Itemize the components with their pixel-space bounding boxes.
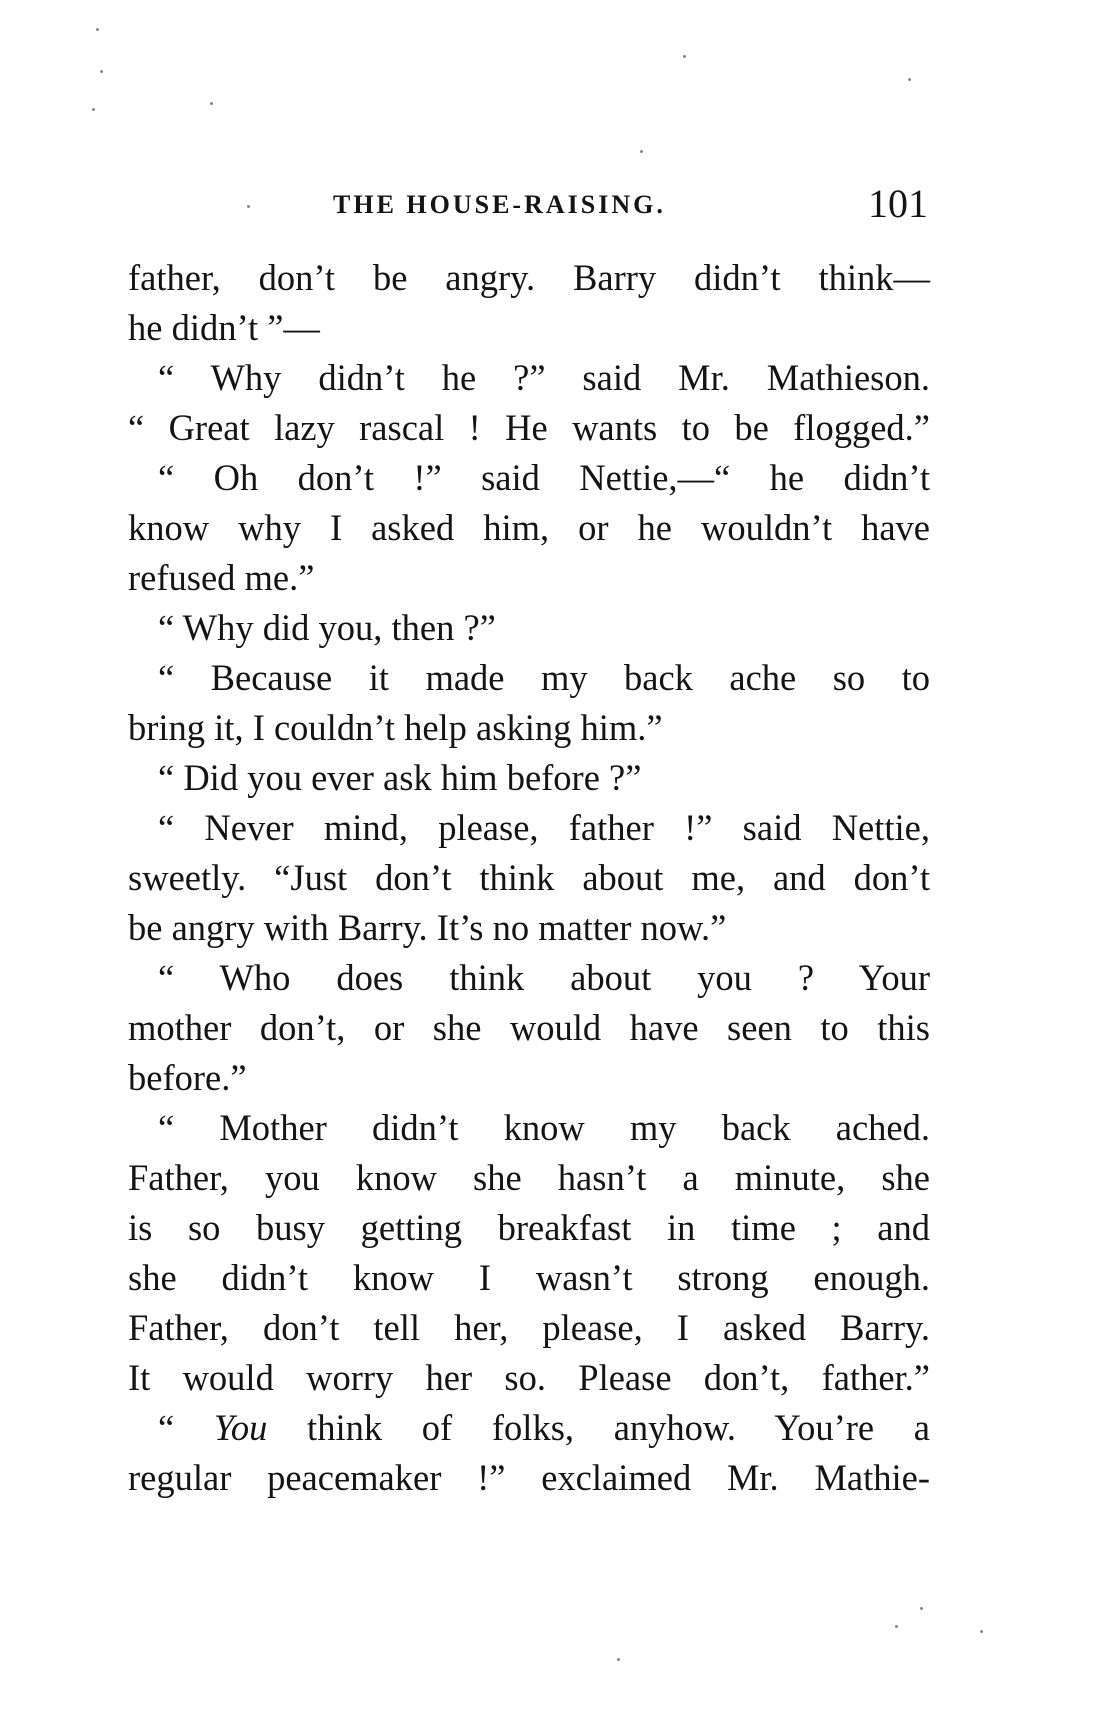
print-speck xyxy=(96,28,99,31)
page-body-text xyxy=(128,253,930,1503)
print-speck xyxy=(617,1658,620,1661)
text-line: bring it, I couldn’t help asking him.” xyxy=(128,707,663,748)
print-speck xyxy=(640,150,643,153)
print-speck xyxy=(683,55,686,58)
print-speck xyxy=(895,1625,898,1628)
text-line: be angry with Barry. It’s no matter now.” xyxy=(128,907,727,948)
text-line: “ You think of folks, anyhow. You’re a xyxy=(158,1407,931,1448)
text-line: It would worry her so. Please don’t, father.” xyxy=(128,1357,930,1398)
text-line: “ Mother didn’t know my back ached. xyxy=(158,1107,930,1148)
text-line: father, don’t be angry. Barry didn’t think— xyxy=(128,257,930,298)
page-number: 101 xyxy=(868,181,928,226)
text-line: “ Did you ever ask him before ?” xyxy=(158,757,642,798)
text-line: “ Why didn’t he ?” said Mr. Mathieson. xyxy=(158,357,930,398)
print-speck xyxy=(100,70,103,73)
text-line: mother don’t, or she would have seen to this xyxy=(128,1007,930,1048)
text-line: “ Why did you, then ?” xyxy=(158,607,496,648)
text-line: sweetly. “Just don’t think about me, and don’t xyxy=(128,857,930,898)
text-line: she didn’t know I wasn’t strong enough. xyxy=(128,1257,930,1298)
text-line: he didn’t ”— xyxy=(128,307,320,348)
text-line: “ Oh don’t !” said Nettie,—“ he didn’t xyxy=(158,457,930,498)
text-line: regular peacemaker !” exclaimed Mr. Mathie- xyxy=(128,1457,930,1498)
text-line: “ Great lazy rascal ! He wants to be flogged.” xyxy=(128,407,930,448)
text-line: before.” xyxy=(128,1057,247,1098)
text-line: “ Because it made my back ache so to xyxy=(158,657,930,698)
text-line: is so busy getting breakfast in time ; and xyxy=(128,1207,930,1248)
running-title: THE HOUSE-RAISING. xyxy=(333,190,666,219)
text-line: Father, you know she hasn’t a minute, she xyxy=(128,1157,930,1198)
print-speck xyxy=(980,1630,983,1633)
print-speck xyxy=(908,78,911,81)
text-line: “ Never mind, please, father !” said Nettie, xyxy=(158,807,930,848)
print-speck xyxy=(92,108,95,111)
text-line: “ Who does think about you ? Your xyxy=(158,957,930,998)
text-line: refused me.” xyxy=(128,557,315,598)
running-head xyxy=(128,180,930,240)
text-line: Father, don’t tell her, please, I asked Barry. xyxy=(128,1307,930,1348)
text-line: know why I asked him, or he wouldn’t have xyxy=(128,507,930,548)
print-speck xyxy=(920,1607,923,1610)
print-speck xyxy=(210,102,213,105)
emphasis: You xyxy=(213,1407,268,1448)
